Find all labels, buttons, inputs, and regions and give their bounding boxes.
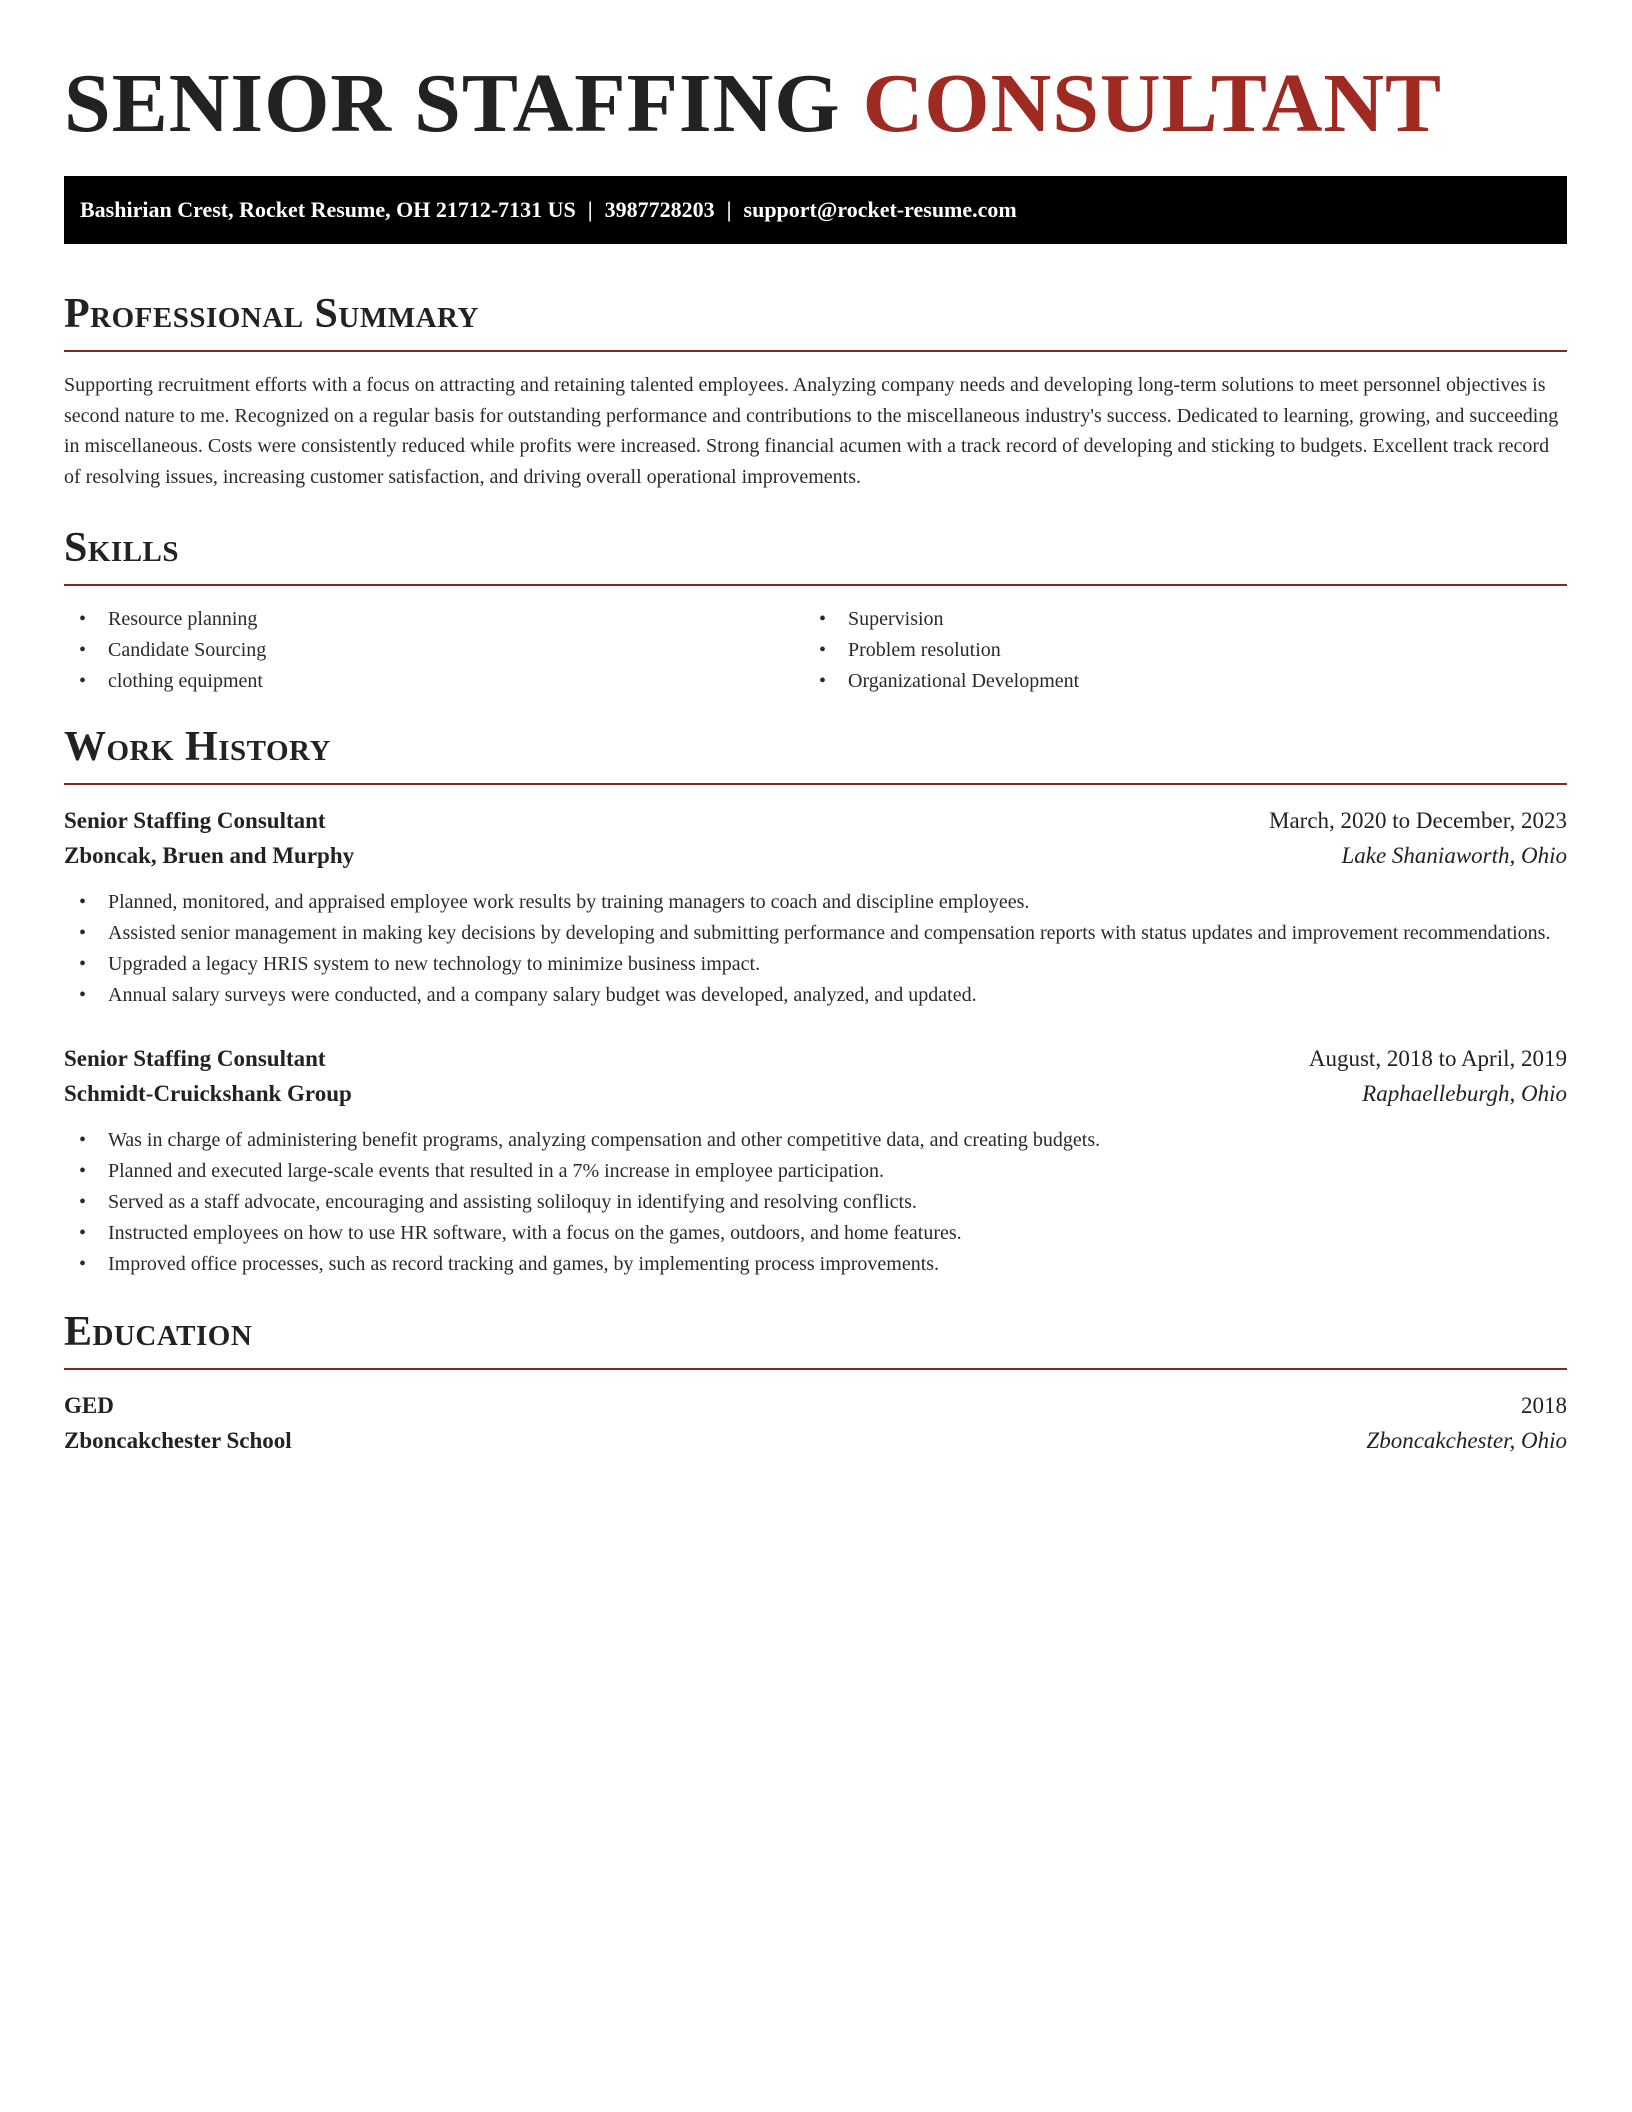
job-location: Raphaelleburgh, Ohio [1362,1081,1567,1106]
education-entry [64,1388,1567,1458]
job-location: Lake Shaniaworth, Ohio [1341,843,1567,868]
summary-heading: Professional Summary [64,291,479,337]
contact-address: Bashirian Crest, Rocket Resume, OH 21712-7131 US [80,197,576,222]
job-bullets [64,887,1567,1011]
resume-page [64,0,1567,1458]
work-history-section [64,721,1567,1280]
skill-item: • Candidate Sourcing [64,635,804,666]
job-bullet: • Planned and executed large-scale events that resulted in a 7% increase in employee participation. [64,1156,1567,1187]
education-section [64,1306,1567,1458]
title-first-part: SENIOR STAFFING [64,57,841,150]
job-bullet: • Instructed employees on how to use HR software, with a focus on the games, outdoors, and home features. [64,1218,1567,1249]
contact-separator: | [587,197,593,222]
skill-item: • Supervision [804,604,1544,635]
job-dates: March, 2020 to December, 2023 [1269,808,1567,833]
summary-section [64,288,1567,492]
skills-section [64,522,1567,697]
summary-text: Supporting recruitment efforts with a focus on attracting and retaining talented employees. Analyzing company needs and developing long-term solutions to meet personnel objectives is second nature to me. Recognized on a regular basis for outstanding performance and contributions to the miscellaneous industry's success. Dedicated to learning, growing, and succeeding in miscellaneous. Costs were consistently reduced while profits were increased. Strong financial acumen with a track record of developing and sticking to budgets. Excellent track record of resolving issues, increasing customer satisfaction, and driving overall operational improvements. [64,374,1559,488]
skills-column-right [804,604,1544,697]
job-title: Senior Staffing Consultant [64,808,326,833]
contact-phone: 3987728203 [604,197,715,222]
work-history-heading: Work History [64,724,331,770]
job-company: Schmidt-Cruickshank Group [64,1081,352,1106]
job-bullet: • Improved office processes, such as record tracking and games, by implementing process improvements. [64,1249,1567,1280]
contact-bar [64,176,1567,244]
section-divider [64,584,1567,586]
skill-item: • Problem resolution [804,635,1544,666]
job-bullet: • Served as a staff advocate, encouraging and assisting soliloquy in identifying and resolving conflicts. [64,1187,1567,1218]
job-title: Senior Staffing Consultant [64,1046,326,1071]
skills-column-left [64,604,804,697]
job-dates: August, 2018 to April, 2019 [1308,1046,1567,1071]
education-school: Zboncakchester School [64,1428,292,1453]
contact-email: support@rocket-resume.com [743,197,1017,222]
job-company: Zboncak, Bruen and Murphy [64,843,355,868]
resume-title [64,56,1567,152]
job-entry [64,803,1567,1011]
job-bullet: • Assisted senior management in making key decisions by developing and submitting performance and compensation reports with status updates and improvement recommendations. [64,918,1567,949]
section-divider [64,783,1567,785]
job-bullet: • Was in charge of administering benefit programs, analyzing compensation and other competitive data, and creating budgets. [64,1125,1567,1156]
section-divider [64,350,1567,352]
skill-item: • Organizational Development [804,666,1544,697]
job-bullet: • Annual salary surveys were conducted, and a company salary budget was developed, analyzed, and updated. [64,980,1567,1011]
section-divider [64,1368,1567,1370]
job-bullets [64,1125,1567,1280]
skills-heading: Skills [64,525,180,571]
job-bullet: • Upgraded a legacy HRIS system to new technology to minimize business impact. [64,949,1567,980]
contact-separator: | [726,197,732,222]
education-degree: GED [64,1393,114,1418]
title-accent-part: CONSULTANT [862,57,1443,150]
skills-grid [64,604,1567,697]
skill-item: • clothing equipment [64,666,804,697]
education-location: Zboncakchester, Ohio [1366,1428,1567,1453]
job-entry [64,1041,1567,1280]
education-heading: Education [64,1309,253,1355]
skill-item: • Resource planning [64,604,804,635]
job-bullet: • Planned, monitored, and appraised employee work results by training managers to coach and discipline employees. [64,887,1567,918]
education-year: 2018 [1521,1393,1567,1418]
